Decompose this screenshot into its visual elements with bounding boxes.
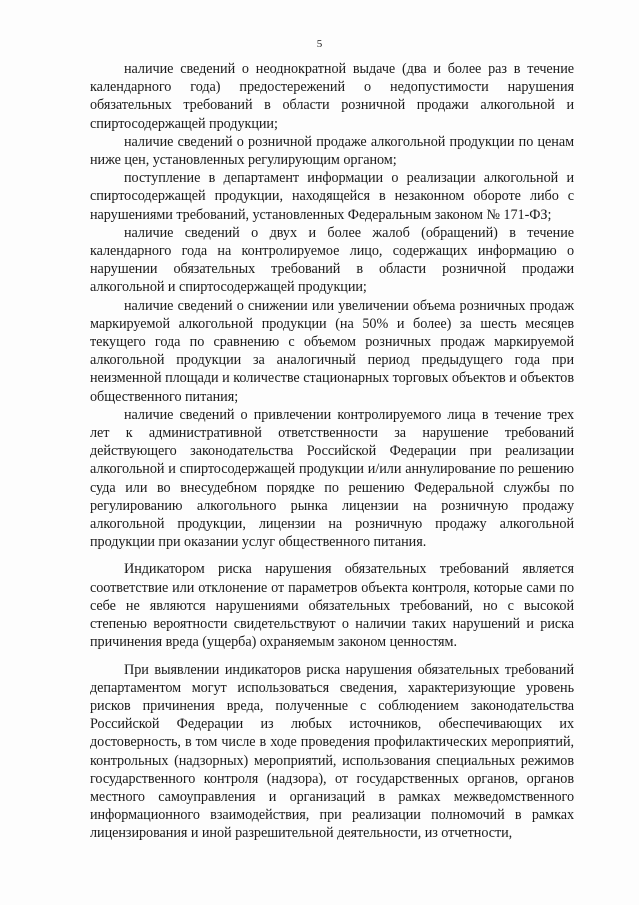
paragraph: поступление в департамент информации о реализации алкогольной и спиртосодержащей продукции, находящейся в незаконном обороте либо с нарушениями требований, установленных Федеральным законом № 171-ФЗ; <box>90 170 574 223</box>
paragraph: наличие сведений о снижении или увеличении объема розничных продаж маркируемой алкогольной продукции (на 50% и более) за шесть месяцев текущего года по сравнению с объемом розничных продаж маркируемой алкогольной продукции за аналогичный период предыдущего года при неизменной площади и количестве стационарных торговых объектов и объектов общественного питания; <box>90 297 574 405</box>
paragraph: наличие сведений о неоднократной выдаче (два и более раз в течение календарного года) предостережений о недопустимости нарушения обязательных требований в области розничной продажи алкогольной и спиртосодержащей продукции; <box>90 61 574 132</box>
page-number: 5 <box>316 38 323 50</box>
paragraph: наличие сведений о двух и более жалоб (обращений) в течение календарного года на контролируемое лицо, содержащих информацию о нарушении обязательных требований в области розничной продажи алкогольной и спиртосодержащей продукции; <box>90 224 574 296</box>
paragraph: наличие сведений о розничной продаже алкогольной продукции по ценам ниже цен, установленных регулирующим органом; <box>90 133 574 169</box>
document-body <box>90 60 574 843</box>
paragraph: наличие сведений о привлечении контролируемого лица в течение трех лет к административной ответственности за нарушение требований действующего законодательства Российской Федерации при реализации алкогольной и спиртосодержащей продукции и/или аннулирование по решению суда или во внесудебном порядке по решению Федеральной службы по регулированию алкогольного рынка лицензии на розничную продажу алкогольной продукции, лицензии на розничную продажу алкогольной продукции при оказании услуг общественного питания. <box>90 406 574 551</box>
paragraph: При выявлении индикаторов риска нарушения обязательных требований департаментом могут использоваться сведения, характеризующие уровень рисков причинения вреда, полученные с соблюдением законодательства Российской Федерации из любых источников, обеспечивающих их достоверность, в том числе в ходе проведения профилактических мероприятий, контрольных (надзорных) мероприятий, использования специальных режимов государственного контроля (надзора), от государственных органов, органов местного самоуправления и организаций в рамках межведомственного информационного взаимодействия, при реализации полномочий в рамках лицензирования и иной разрешительной деятельности, из отчетности, <box>90 661 574 842</box>
paragraph: Индикатором риска нарушения обязательных требований является соответствие или отклонение от параметров объекта контроля, которые сами по себе не являются нарушениями обязательных требований, но с высокой степенью вероятности свидетельствуют о наличии таких нарушений и риска причинения вреда (ущерба) охраняемым законом ценностям. <box>90 561 574 651</box>
